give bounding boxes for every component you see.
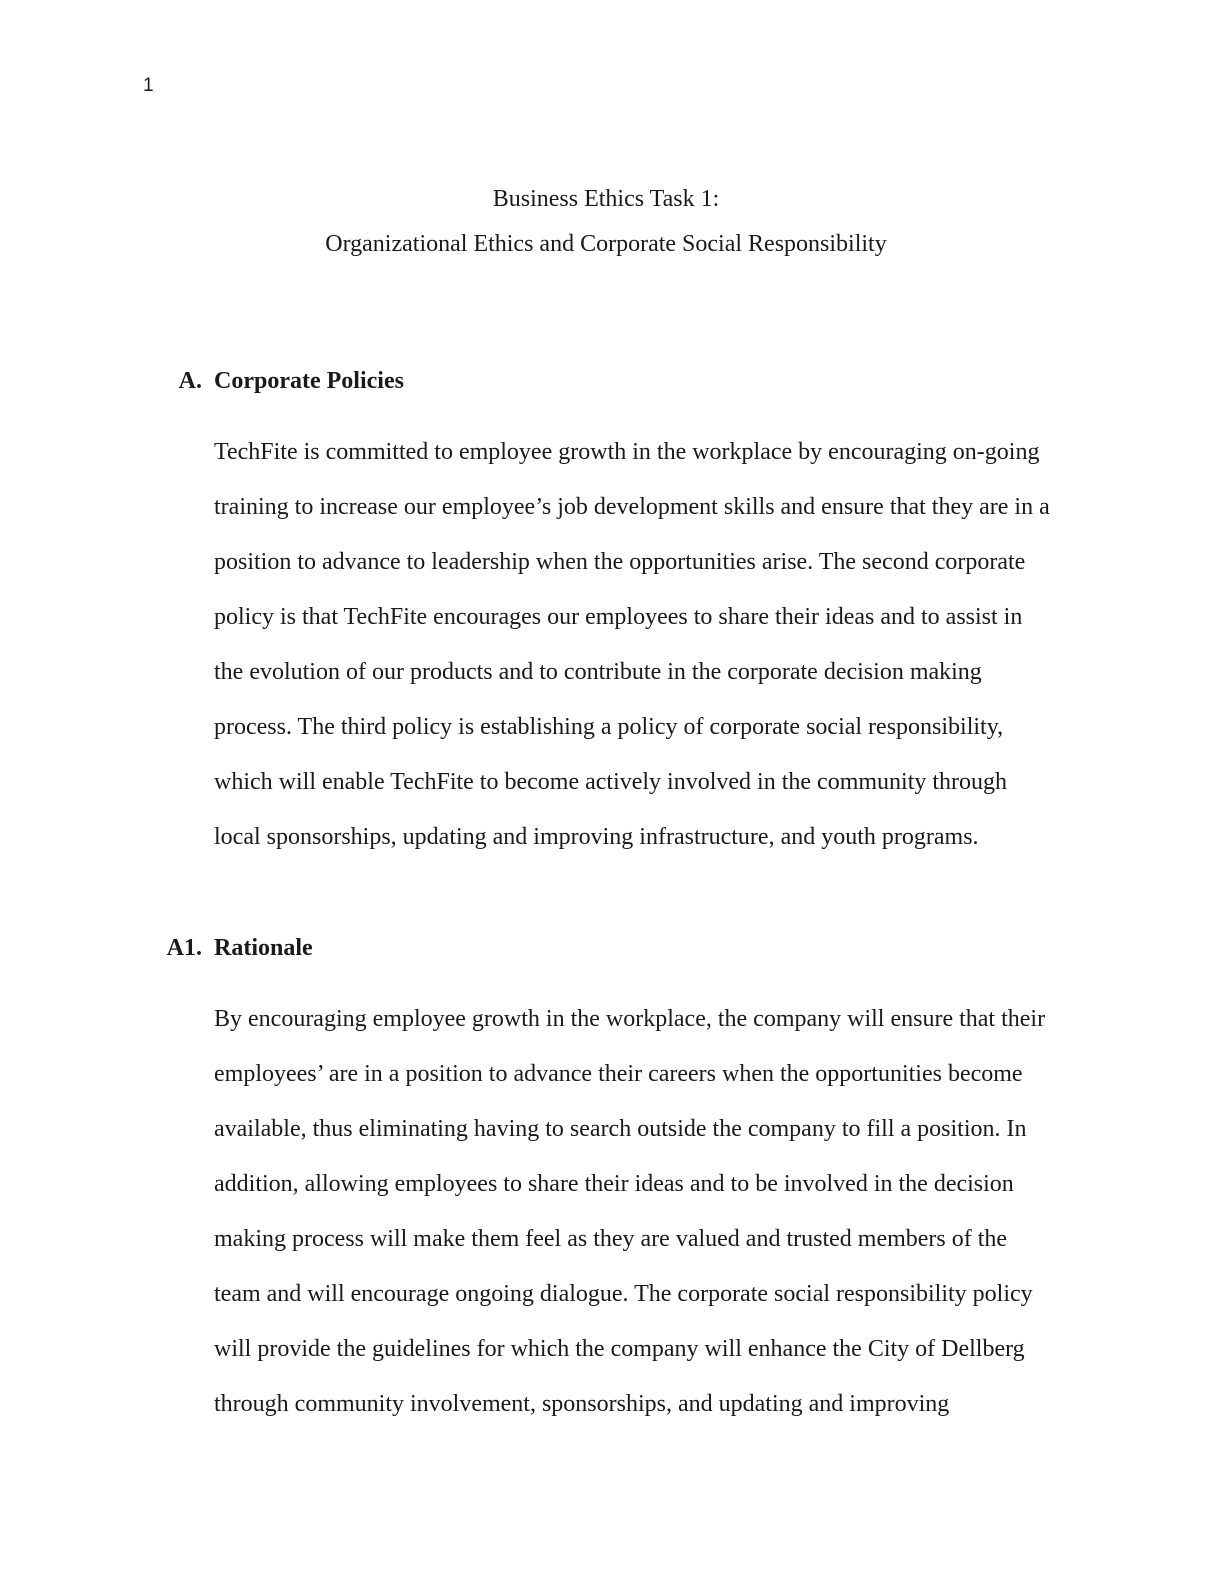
paragraph-line: policy is that TechFite encourages our employees to share their ideas and to assist in: [214, 604, 1023, 630]
title-line-1: Business Ethics Task 1:: [492, 186, 720, 212]
paragraph-line: making process will make them feel as they are valued and trusted members of the: [214, 1226, 1008, 1252]
paragraph-line: training to increase our employee’s job development skills and ensure that they are in a: [214, 494, 1050, 520]
paragraph-line: will provide the guidelines for which the company will enhance the City of Dellberg: [214, 1336, 1025, 1362]
paragraph-line: the evolution of our products and to contribute in the corporate decision making: [214, 659, 982, 685]
paragraph-line: addition, allowing employees to share their ideas and to be involved in the decision: [214, 1171, 1014, 1197]
section-heading-text: Rationale: [214, 935, 313, 961]
paragraph-line: employees’ are in a position to advance their careers when the opportunities become: [214, 1061, 1023, 1087]
title-line-2: Organizational Ethics and Corporate Social Responsibility: [325, 231, 887, 257]
paragraph-line: which will enable TechFite to become actively involved in the community through: [214, 769, 1008, 795]
paragraph-line: TechFite is committed to employee growth in the workplace by encouraging on-going: [214, 439, 1040, 465]
section-heading-corporate-policies: [178, 366, 404, 396]
page-number: 1: [143, 75, 154, 96]
paragraph-line: team and will encourage ongoing dialogue. The corporate social responsibility policy: [214, 1281, 1033, 1307]
paragraph-line: available, thus eliminating having to search outside the company to fill a position. In: [214, 1116, 1027, 1142]
paragraph-line: position to advance to leadership when the opportunities arise. The second corporate: [214, 549, 1026, 575]
paragraph-line: through community involvement, sponsorships, and updating and improving: [214, 1391, 950, 1417]
paragraph-line: By encouraging employee growth in the workplace, the company will ensure that their: [214, 1006, 1046, 1032]
section-heading-rationale: [166, 933, 313, 963]
section-marker: A.: [178, 368, 202, 394]
paragraph-line: process. The third policy is establishing a policy of corporate social responsibility,: [214, 714, 1004, 740]
section-heading-text: Corporate Policies: [214, 368, 404, 394]
paragraph-line: local sponsorships, updating and improving infrastructure, and youth programs.: [214, 824, 979, 850]
section-marker: A1.: [166, 935, 202, 961]
